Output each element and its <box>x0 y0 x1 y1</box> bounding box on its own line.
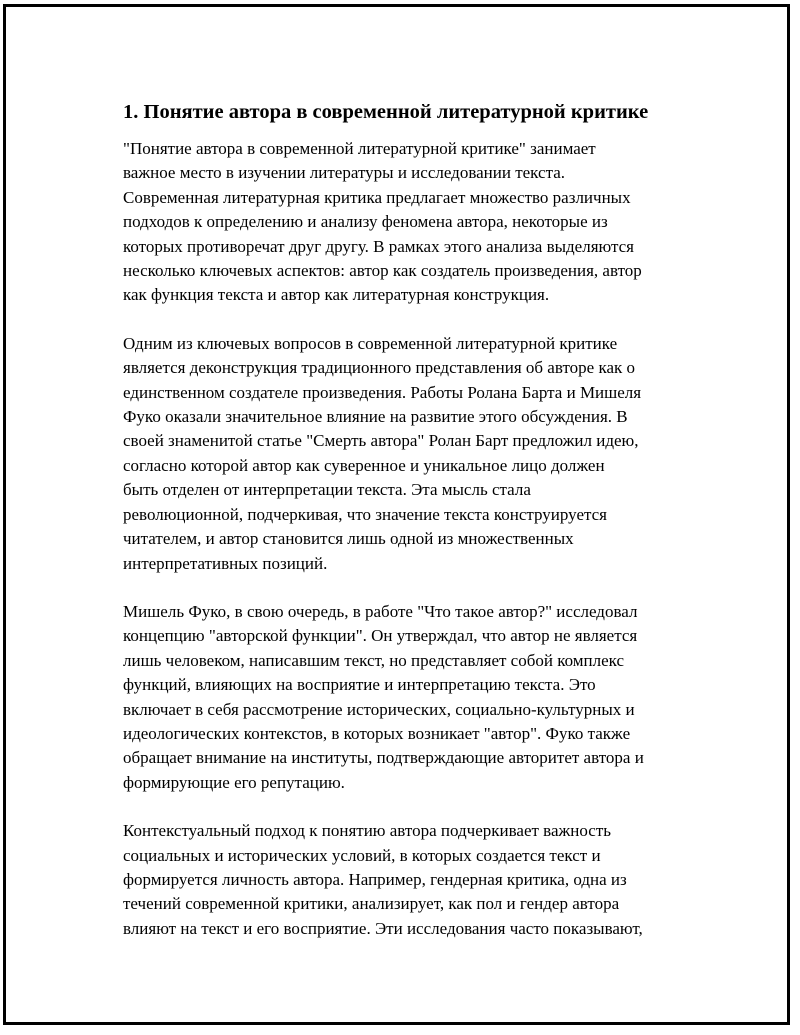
text-line: подходов к определению и анализу феномена автора, некоторые из <box>123 212 608 232</box>
text-line: интерпретативных позиций. <box>123 553 328 573</box>
text-line: согласно которой автор как суверенное и уникальное лицо должен <box>123 455 605 475</box>
paragraph-contextual-approach <box>123 819 698 941</box>
text-line: социальных и исторических условий, в которых создается текст и <box>123 845 601 865</box>
text-line: быть отделен от интерпретации текста. Эта мысль стала <box>123 480 531 500</box>
text-line: обращает внимание на институты, подтверждающие авторитет автора и <box>123 748 644 768</box>
text-line: функций, влияющих на восприятие и интерпретацию текста. Это <box>123 675 596 695</box>
text-line: является деконструкция традиционного представления об авторе как о <box>123 358 636 378</box>
text-line: Мишель Фуко, в свою очередь, в работе "Что такое автор?" исследовал <box>123 601 638 621</box>
text-line: включает в себя рассмотрение исторических, социально-культурных и <box>123 699 635 719</box>
document-page <box>3 4 790 1025</box>
document-body <box>123 97 698 965</box>
text-line: Фуко оказали значительное влияние на развитие этого обсуждения. В <box>123 407 628 427</box>
text-line: концепцию "авторской функции". Он утверждал, что автор не является <box>123 626 638 646</box>
text-line: Одним из ключевых вопросов в современной литературной критике <box>123 333 618 353</box>
text-line: важное место в изучении литературы и исследовании текста. <box>123 163 565 183</box>
text-line: революционной, подчеркивая, что значение текста конструируется <box>123 504 607 524</box>
text-line: своей знаменитой статье "Смерть автора" Ролан Барт предложил идею, <box>123 431 639 451</box>
text-line: формируется личность автора. Например, гендерная критика, одна из <box>123 869 627 889</box>
text-line: читателем, и автор становится лишь одной из множественных <box>123 529 574 549</box>
section-heading: 1. Понятие автора в современной литературной критике <box>123 101 649 123</box>
text-line: которых противоречат друг другу. В рамках этого анализа выделяются <box>123 236 635 256</box>
paragraph-barthes <box>123 332 698 576</box>
text-line: единственном создателе произведения. Работы Ролана Барта и Мишеля <box>123 382 642 402</box>
text-line: течений современной критики, анализирует, как пол и гендер автора <box>123 894 620 914</box>
text-line: идеологических контекстов, в которых возникает "автор". Фуко также <box>123 723 631 743</box>
paragraph-authorship-concept <box>123 137 698 308</box>
text-line: несколько ключевых аспектов: автор как создатель произведения, автор <box>123 261 642 281</box>
text-line: влияют на текст и его восприятие. Эти исследования часто показывают, <box>123 918 643 938</box>
text-line: формирующие его репутацию. <box>123 772 345 792</box>
text-line: Современная литературная критика предлагает множество различных <box>123 187 631 207</box>
text-line: Контекстуальный подход к понятию автора подчеркивает важность <box>123 821 612 841</box>
paragraph-foucault <box>123 600 698 795</box>
text-line: как функция текста и автор как литературная конструкция. <box>123 285 550 305</box>
text-line: "Понятие автора в современной литературной критике" занимает <box>123 139 596 158</box>
text-line: лишь человеком, написавшим текст, но представляет собой комплекс <box>123 650 625 670</box>
